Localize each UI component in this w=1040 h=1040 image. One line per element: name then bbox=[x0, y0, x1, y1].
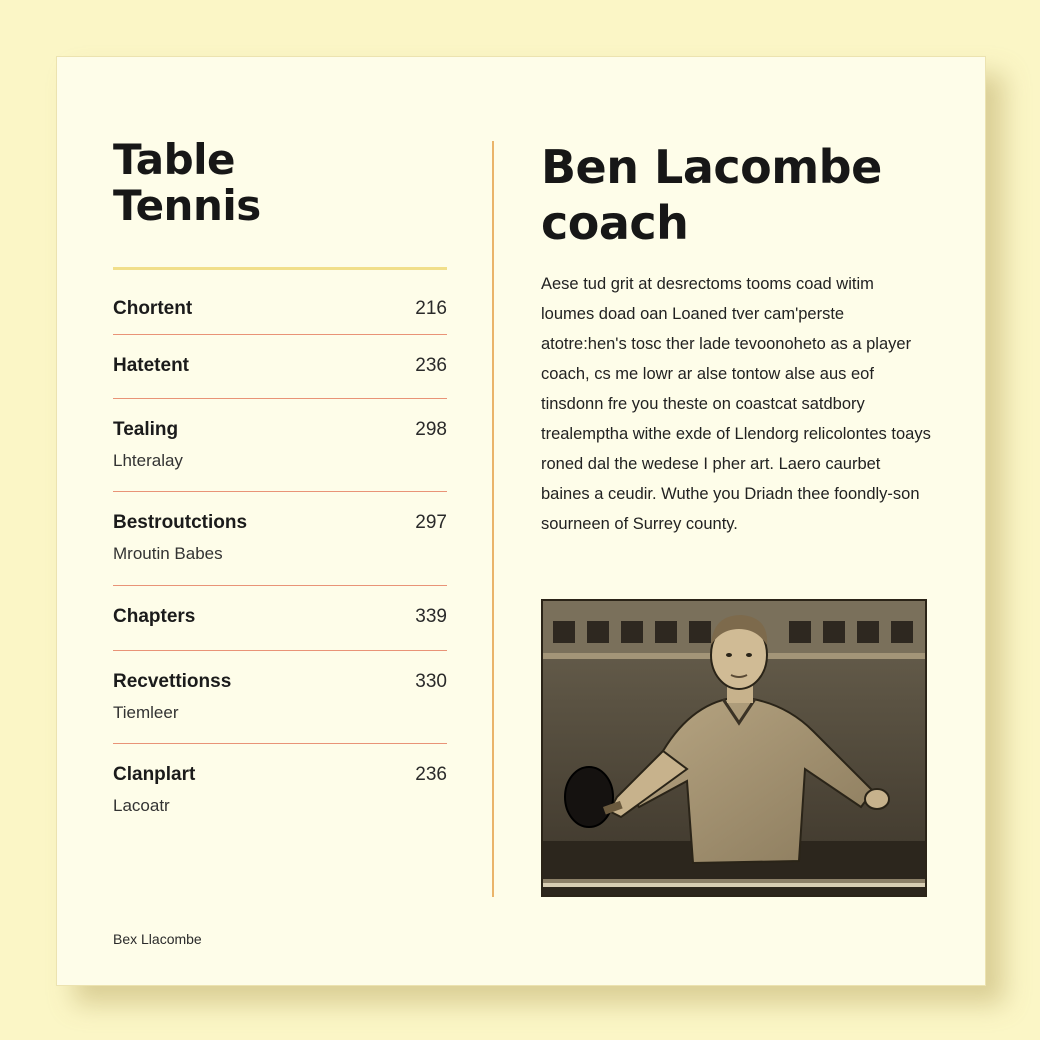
toc-item[interactable] bbox=[113, 270, 447, 335]
toc-item-subtitle: Mroutin Babes bbox=[113, 544, 223, 563]
profile-title bbox=[541, 139, 931, 251]
toc-item[interactable] bbox=[113, 335, 447, 399]
toc-item-page: 330 bbox=[415, 671, 447, 692]
page bbox=[56, 56, 986, 986]
toc-row bbox=[113, 399, 447, 441]
toc-item-subtitle: Lhteralay bbox=[113, 451, 183, 470]
toc-row bbox=[113, 335, 447, 377]
toc-row bbox=[113, 270, 447, 320]
toc-item-label: Tealing bbox=[113, 419, 179, 440]
profile-title-line-1: Ben Lacombe bbox=[541, 140, 882, 194]
toc-item[interactable] bbox=[113, 399, 447, 492]
contents-column bbox=[113, 137, 447, 824]
toc-item-label: Chortent bbox=[113, 298, 193, 319]
section-title bbox=[113, 137, 447, 229]
profile-bio: Aese tud grit at desrectoms tooms coad witim loumes doad oan Loaned tver cam'perste atotre:hen's tosc ther lade tevoonoheto as a player coach, cs me lowr ar alse tontow alse aus eof tinsdonn fre you theste on coastcat satdbory trealemptha withe exde of Llendorg relicolontes toays roned dal the wedese I pher art. Laero caurbet baines a ceudir. Wuthe you Driadn thee foondly-son sourneen of Surrey county. bbox=[541, 275, 931, 533]
profile-title-line-2: coach bbox=[541, 196, 689, 250]
footer-author: Bex Llacombe bbox=[113, 931, 202, 947]
toc-row bbox=[113, 744, 447, 786]
table-tennis-player-photo bbox=[541, 599, 927, 897]
toc-item-page: 297 bbox=[415, 512, 447, 533]
toc-item[interactable] bbox=[113, 492, 447, 586]
table-of-contents bbox=[113, 270, 447, 824]
profile-column bbox=[541, 139, 931, 539]
toc-item[interactable] bbox=[113, 651, 447, 744]
player-illustration bbox=[543, 601, 925, 895]
toc-item-label: Hatetent bbox=[113, 355, 190, 376]
toc-item-label: Bestroutctions bbox=[113, 512, 248, 533]
toc-item-label: Recvettionss bbox=[113, 671, 232, 692]
toc-item-subtitle: Tiemleer bbox=[113, 703, 179, 722]
toc-item-page: 339 bbox=[415, 606, 447, 627]
section-title-line-2: Tennis bbox=[113, 181, 261, 230]
toc-item-label: Chapters bbox=[113, 606, 196, 627]
column-divider bbox=[492, 141, 494, 897]
toc-item-page: 236 bbox=[415, 355, 447, 376]
toc-row bbox=[113, 586, 447, 628]
toc-item-page: 236 bbox=[415, 764, 447, 785]
section-title-line-1: Table bbox=[113, 135, 236, 184]
toc-item-page: 298 bbox=[415, 419, 447, 440]
toc-item-subtitle: Lacoatr bbox=[113, 796, 170, 815]
toc-item[interactable] bbox=[113, 744, 447, 824]
toc-row bbox=[113, 651, 447, 693]
toc-item[interactable] bbox=[113, 586, 447, 651]
toc-row bbox=[113, 492, 447, 534]
toc-item-page: 216 bbox=[415, 298, 447, 319]
toc-item-label: Clanplart bbox=[113, 764, 196, 785]
